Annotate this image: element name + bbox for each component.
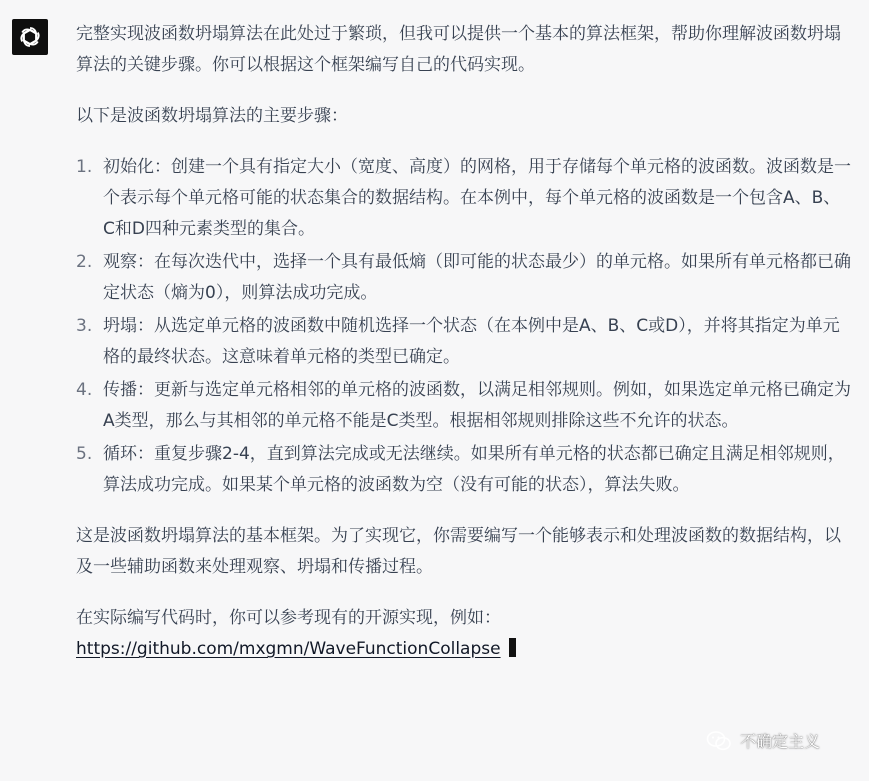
step-text: 坍塌：从选定单元格的波函数中随机选择一个状态（在本例中是A、B、C或D），并将其指定为单元格的最终状态。这意味着单元格的类型已确定。 <box>103 316 840 367</box>
typing-cursor <box>509 638 516 657</box>
step-text: 初始化：创建一个具有指定大小（宽度、高度）的网格，用于存储每个单元格的波函数。波函数是一个表示每个单元格可能的状态集合的数据结构。在本例中，每个单元格的波函数是一个包含A、B、C和D四种元素类型的集合。 <box>103 157 851 239</box>
list-item <box>76 375 851 437</box>
watermark <box>706 729 820 752</box>
step-number: 1. <box>76 157 93 177</box>
steps-list <box>76 152 851 501</box>
step-text: 传播：更新与选定单元格相邻的单元格的波函数，以满足相邻规则。例如，如果选定单元格已确定为A类型，那么与其相邻的单元格不能是C类型。根据相邻规则排除这些不允许的状态。 <box>103 380 851 431</box>
reference-intro: 在实际编写代码时，你可以参考现有的开源实现，例如： <box>76 608 501 628</box>
step-number: 3. <box>76 316 93 336</box>
wechat-icon <box>706 730 732 752</box>
list-item <box>76 152 851 245</box>
step-text: 观察：在每次迭代中，选择一个具有最低熵（即可能的状态最少）的单元格。如果所有单元格都已确定状态（熵为0），则算法成功完成。 <box>103 252 851 303</box>
watermark-text: 不确定主义 <box>740 732 821 751</box>
assistant-avatar <box>12 19 48 55</box>
step-text: 循环：重复步骤2-4，直到算法完成或无法继续。如果所有单元格的状态都已确定且满足相邻规则，算法成功完成。如果某个单元格的波函数为空（没有可能的状态），算法失败。 <box>103 444 845 495</box>
step-number: 2. <box>76 252 93 272</box>
assistant-message <box>76 19 851 665</box>
list-item <box>76 311 851 373</box>
steps-heading: 以下是波函数坍塌算法的主要步骤： <box>76 106 348 126</box>
step-number: 5. <box>76 444 93 464</box>
openai-logo-icon <box>17 24 43 50</box>
reference-paragraph <box>76 603 851 665</box>
message-summary: 这是波函数坍塌算法的基本框架。为了实现它，你需要编写一个能够表示和处理波函数的数据结构，以及一些辅助函数来处理观察、坍塌和传播过程。 <box>76 526 841 577</box>
reference-link[interactable]: https://github.com/mxgmn/WaveFunctionCollapse <box>76 639 501 659</box>
list-item <box>76 247 851 309</box>
message-intro: 完整实现波函数坍塌算法在此处过于繁琐，但我可以提供一个基本的算法框架，帮助你理解波函数坍塌算法的关键步骤。你可以根据这个框架编写自己的代码实现。 <box>76 24 841 75</box>
list-item <box>76 439 851 501</box>
step-number: 4. <box>76 380 93 400</box>
